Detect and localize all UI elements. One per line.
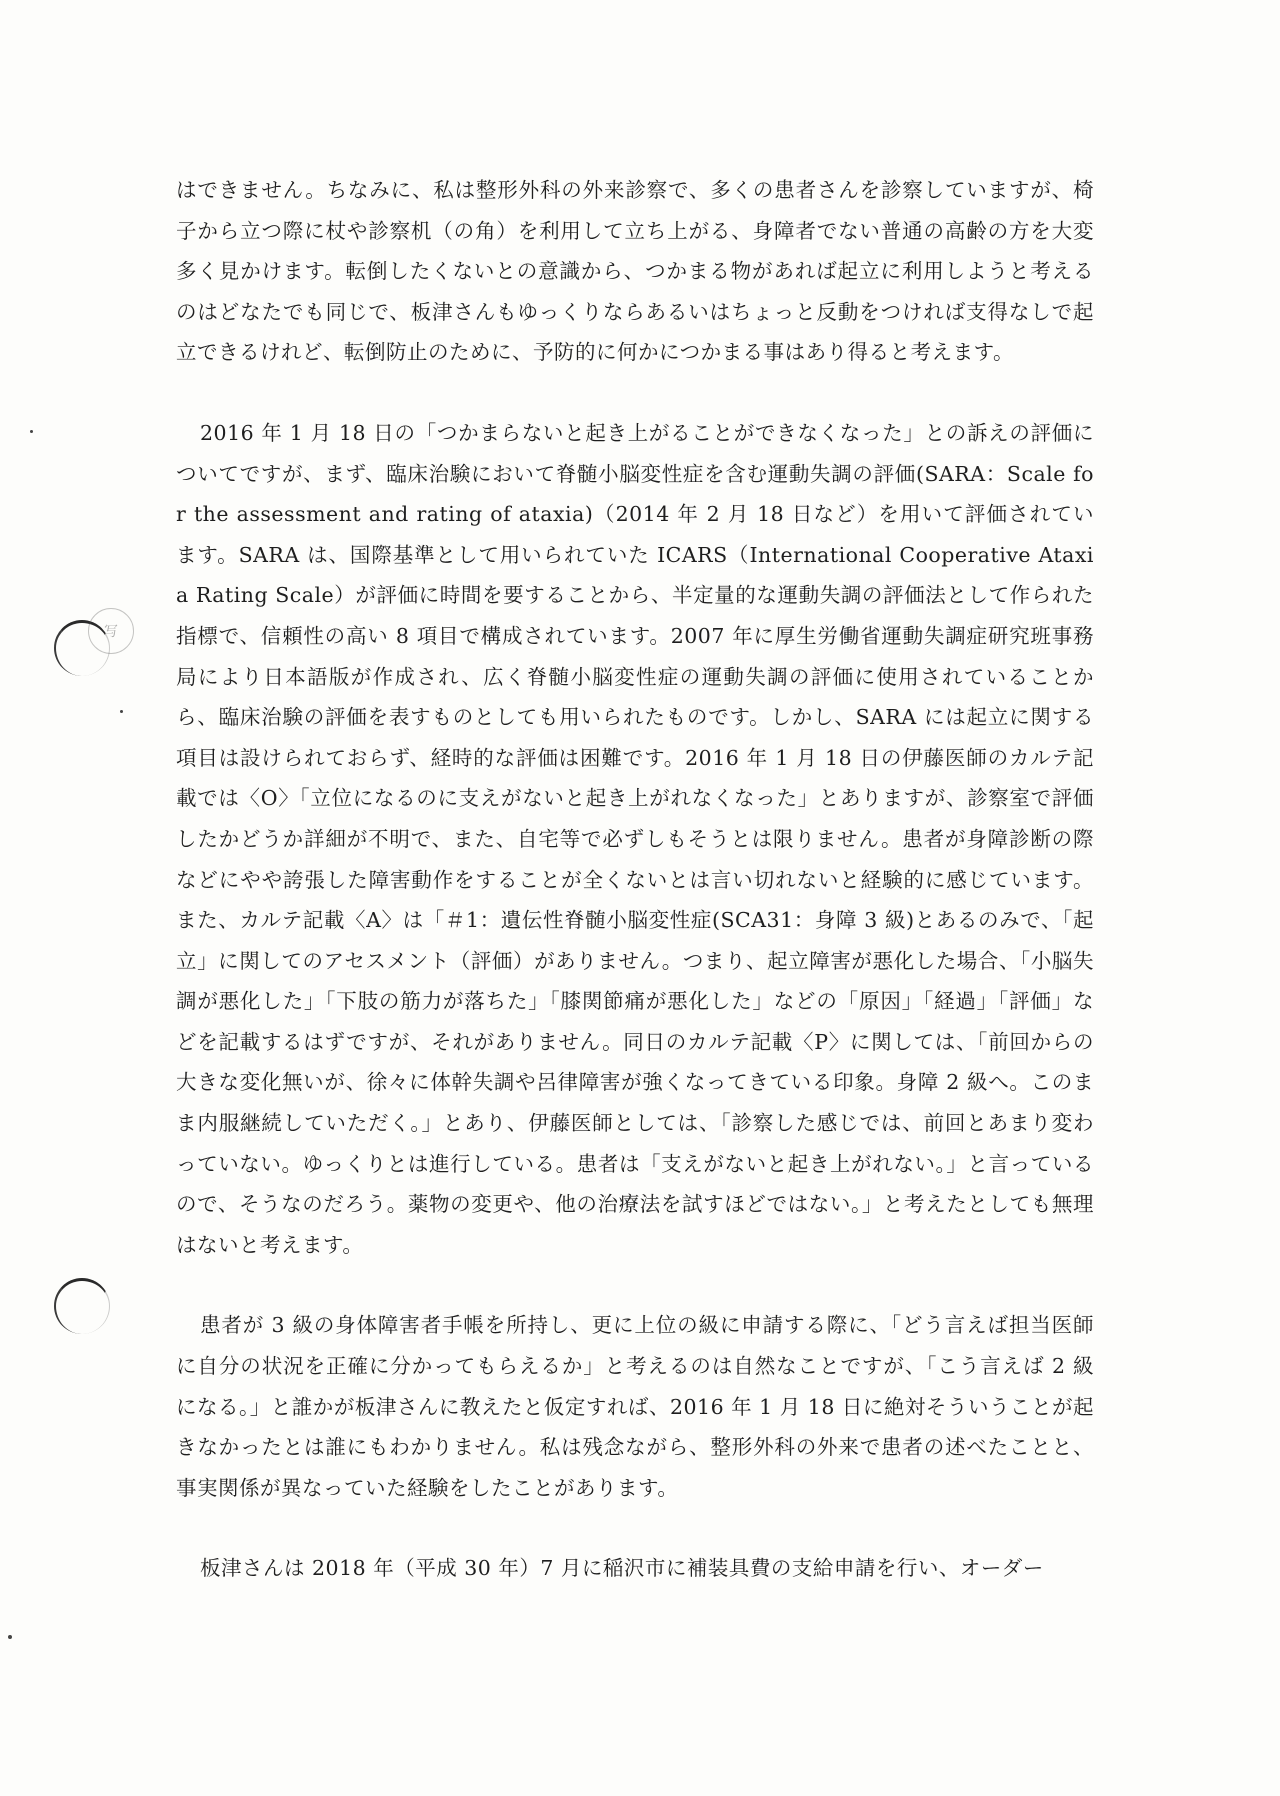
- paragraph-2: 2016 年 1 月 18 日の「つかまらないと起き上がることができなくなった」との訴えの評価についてですが、まず、臨床治験において脊髄小脳変性症を含む運動失調の評価(SARA：Scale for the assessment and rating of ataxia)（2014 年 2 月 18 日など）を用いて評価されています。SARA は、国際基準として用いられていた ICARS（International Cooperative Ataxia Rating Scale）が評価に時間を要することから、半定量的な運動失調の評価法として作られた指標で、信頼性の高い 8 項目で構成されています。2007 年に厚生労働省運動失調症研究班事務局により日本語版が作成され、広く脊髄小脳変性症の運動失調の評価に使用されていることから、臨床治験の評価を表すものとしても用いられたものです。しかし、SARA には起立に関する項目は設けられておらず、経時的な評価は困難です。2016 年 1 月 18 日の伊藤医師のカルテ記載では〈O〉「立位になるのに支えがないと起き上がれなくなった」とありますが、診察室で評価したかどうか詳細が不明で、また、自宅等で必ずしもそうとは限りません。患者が身障診断の際などにやや誇張した障害動作をすることが全くないとは言い切れないと経験的に感じています。また、カルテ記載〈A〉は「＃1：遺伝性脊髄小脳変性症(SCA31：身障 3 級)とあるのみで、「起立」に関してのアセスメント（評価）がありません。つまり、起立障害が悪化した場合、「小脳失調が悪化した」「下肢の筋力が落ちた」「膝関節痛が悪化した」などの「原因」「経過」「評価」などを記載するはずですが、それがありません。同日のカルテ記載〈P〉に関しては、「前回からの大きな変化無いが、徐々に体幹失調や呂律障害が強くなってきている印象。身障 2 級へ。このまま内服継続していただく。」とあり、伊藤医師としては、「診察した感じでは、前回とあまり変わっていない。ゆっくりとは進行している。患者は「支えがないと起き上がれない。」と言っているので、そうなのだろう。薬物の変更や、他の治療法を試すほどではない。」と考えたとしても無理はないと考えます。: [176, 420, 1094, 1257]
- scan-speck: [120, 710, 123, 713]
- scan-speck: [8, 1635, 12, 1639]
- paragraph-4: 板津さんは 2018 年（平成 30 年）7 月に稲沢市に補装具費の支給申請を行い、オーダー: [200, 1556, 1044, 1581]
- faint-stamp: [88, 608, 134, 654]
- stamp-text: 写: [104, 624, 118, 640]
- scan-speck: [30, 430, 33, 433]
- binder-hole-mark: [54, 1278, 110, 1334]
- document-body: [176, 170, 1094, 1589]
- paragraph-1: はできません。ちなみに、私は整形外科の外来診察で、多くの患者さんを診察していますが、椅子から立つ際に杖や診察机（の角）を利用して立ち上がる、身障者でない普通の高齢の方を大変多く見かけます。転倒したくないとの意識から、つかまる物があれば起立に利用しようと考えるのはどなたでも同じで、板津さんもゆっくりならあるいはちょっと反動をつければ支得なしで起立できるけれど、転倒防止のために、予防的に何かにつかまる事はあり得ると考えます。: [176, 178, 1094, 365]
- paragraph-3: 患者が 3 級の身体障害者手帳を所持し、更に上位の級に申請する際に、「どう言えば担当医師に自分の状況を正確に分かってもらえるか」と考えるのは自然なことですが、「こう言えば 2 級になる。」と誰かが板津さんに教えたと仮定すれば、2016 年 1 月 18 日に絶対そういうことが起きなかったとは誰にもわかりません。私は残念ながら、整形外科の外来で患者の述べたことと、事実関係が異なっていた経験をしたことがあります。: [176, 1313, 1094, 1500]
